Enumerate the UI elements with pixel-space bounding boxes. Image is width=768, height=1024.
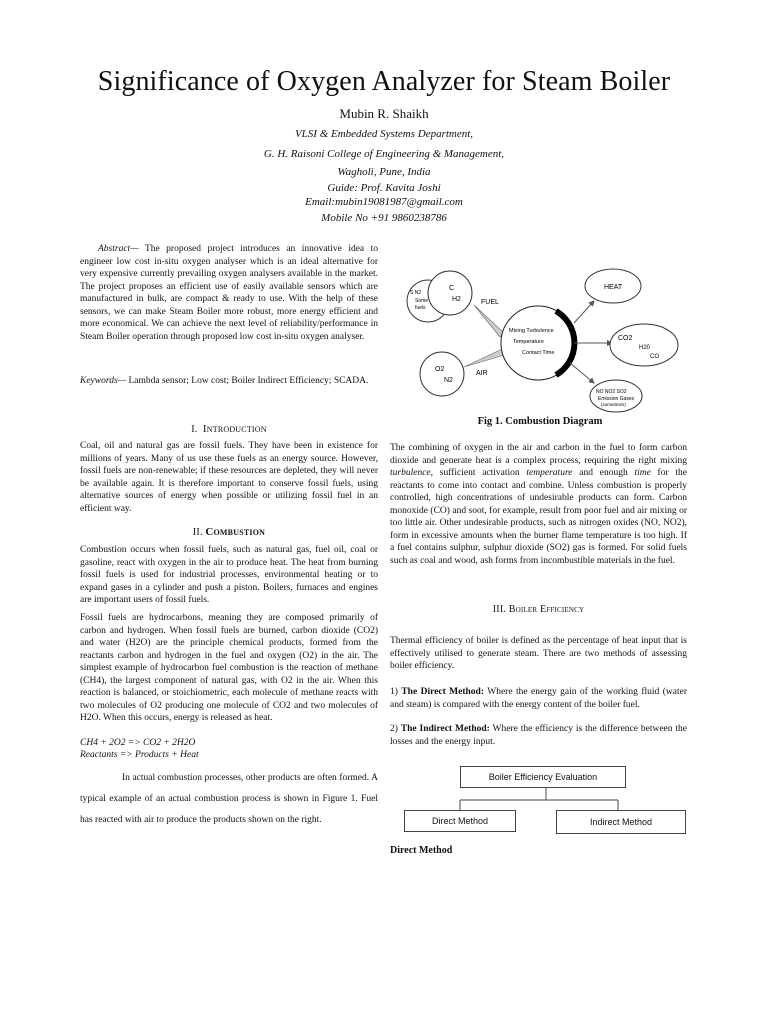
fuel-small-1: S N2 [410, 290, 422, 296]
direct-method-label: The Direct Method: [401, 687, 484, 697]
affiliation-college: G. H. Raisoni College of Engineering & Management, [263, 148, 505, 160]
efficiency-paragraph [390, 635, 687, 673]
efficiency-text: Thermal efficiency of boiler is defined as the percentage of heat input that is effectively utilised to generate steam. There are two methods of assessing boiler efficiency. [390, 636, 687, 671]
carbon-circle [428, 271, 472, 315]
mixing-label-1: Mixing Turbulence [509, 328, 554, 334]
combustion-paragraph-1 [80, 544, 378, 607]
section-heading-combustion [80, 526, 378, 540]
introduction-paragraph [80, 440, 378, 515]
keywords-text: Lambda sensor; Low cost; Boiler Indirect Efficiency; SCADA. [126, 376, 369, 386]
section-heading-introduction [80, 423, 378, 437]
section-number: I. [191, 424, 198, 435]
affiliation-email: Email:mubin19081987@gmail.com [305, 196, 463, 208]
section-number: III. [492, 604, 507, 615]
efficiency-top-box: Boiler Efficiency Evaluation [460, 766, 626, 788]
indirect-method-label: The Indirect Method: [400, 724, 490, 734]
fuel-small-2: Some [415, 298, 429, 304]
air-n2-label: N2 [444, 377, 453, 384]
direct-method-paragraph [390, 686, 687, 711]
air-label: AIR [476, 370, 488, 377]
text-span: for the reactants to come into contact and combine. Unless combustion is properly controlled, high concentrations of undesirable products can form. Carbon monoxide (CO) and soot, for example, result from poor fuel and air mixing or too little air. Other undesirable products, such as nitrogen oxides (NO, NO2), form in excessive amounts when the burner flame temperature is too high. If a fuel contains sulphur, sulphur dioxide (SO2) gas is formed. For solid fuels such as coal and wood, ash forms from incombustible materials in the fuel. [390, 468, 687, 566]
temperature-term: temperature [526, 468, 573, 478]
air-o2-label: O2 [435, 366, 445, 373]
figure-caption: Fig 1. Combustion Diagram [477, 416, 603, 427]
fuel-h2-label: H2 [452, 296, 461, 303]
author-name: Mubin R. Shaikh [339, 106, 429, 121]
abstract-text: The proposed project introduces an innovative idea to engineer low cost in-situ oxygen analyser which is an ideal alternative for very expensive currently prevailing oxygen analysers available in the market. The project proposes an efficient use of easily available sensors which are manufactured in bulk, are compact & ready to use. With the help of these sensors, we can make Steam Boiler more robust, more energy efficient and more economical. We can achieve the next level of reliability/performance in Steam Boiler operation through proposed low cost in-situ oxygen analyser. [80, 244, 378, 342]
paper-title: Significance of Oxygen Analyzer for Steam Boiler [97, 66, 671, 97]
combustion-paragraph-3 [80, 768, 378, 831]
affiliation-guide: Guide: Prof. Kavita Joshi [327, 182, 441, 194]
abstract-paragraph [80, 243, 378, 343]
section-title: Introduction [202, 423, 267, 435]
time-term: time [634, 468, 651, 478]
section-number: II. [192, 527, 203, 538]
keywords-paragraph [80, 375, 378, 388]
indirect-method-box: Indirect Method [556, 810, 686, 834]
combustion-text-1: Combustion occurs when fossil fuels, such as natural gas, fuel oil, coal or gasoline, react with oxygen in the air to produce heat. The heat from burning fossil fuels is used for industrial processes, environmental heating or to expand gases in a cylinder and push a piston. Boilers, furnaces and engines are important users of fossil fuels. [80, 545, 378, 605]
introduction-text: Coal, oil and natural gas are fossil fuels. They have been in existence for millions of years. Many of us use these fuels as an energy source. However, fossil fuels are non-renewable; if these resources are depleted, they will never be available again. It is therefore important to conserve fossil fuels, using alternative sources of energy when possible or utilizing fossil fuel in an efficient way. [80, 441, 378, 514]
indirect-method-paragraph [390, 723, 687, 748]
text-span: The combining of oxygen in the air and carbon in the fuel to form carbon dioxide and generate heat is a complex process, requiring the right mixing [390, 443, 687, 466]
indirect-method-text: Where the efficiency is the difference between the losses and the energy input. [390, 724, 687, 747]
product-co: CO [650, 354, 659, 360]
section-heading-boiler-efficiency [390, 604, 687, 617]
section-title: Boiler Efficiency [508, 604, 585, 615]
affiliation-mobile: Mobile No +91 9860238786 [321, 212, 447, 224]
air-circle [420, 352, 464, 396]
affiliation-department: VLSI & Embedded Systems Department, [294, 128, 474, 140]
fuel-label: FUEL [481, 299, 499, 306]
combustion-text-2: Fossil fuels are hydrocarbons, meaning they are composed primarily of carbon and hydrogen. When fossil fuels are burned, carbon dioxide (CO2) and water (H2O) are the principle chemical products, formed from the reactants carbon and hydrogen in the fuel and oxygen (O2) in the air. The simplest example of hydrocarbon fuel combustion is the reaction of methane (CH4), the largest component of natural gas, with O2 in the air. When this reaction is balanced, or stoichiometric, each molecule of methane reacts with two molecules of O2 producing one molecule of CO2 and two molecules of H2O. When this occurs, energy is released as heat. [80, 613, 378, 723]
mixing-label-2: Temperature [513, 339, 544, 345]
emission-3: (sometimes) [601, 402, 626, 407]
product-co2: CO2 [618, 335, 633, 342]
direct-method-box: Direct Method [404, 810, 516, 832]
equation-line-1: CH4 + 2O2 => CO2 + 2H2O [80, 738, 196, 748]
heat-label: HEAT [604, 284, 623, 291]
fuel-c-label: C [449, 285, 455, 292]
list-number: 1) [390, 687, 402, 697]
text-span: and enough [572, 468, 635, 478]
turbulence-term: turbulence [390, 468, 431, 478]
mixing-label-3: Contact Time [522, 350, 555, 356]
equation-line-2: Reactants => Products + Heat [80, 750, 199, 760]
emission-2: Emission Gases [598, 396, 635, 402]
direct-method-heading: Direct Method [390, 845, 453, 856]
fuel-small-3: fuels [415, 305, 426, 311]
affiliation-location: Wagholi, Pune, India [337, 166, 431, 178]
text-span: , sufficient activation [430, 468, 527, 478]
efficiency-diagram [404, 764, 688, 836]
combustion-process-paragraph [390, 442, 687, 567]
combustion-diagram [398, 263, 688, 413]
product-h2o: H20 [639, 345, 651, 351]
combustion-paragraph-2 [80, 612, 378, 725]
combustion-text-3: In actual combustion processes, other products are often formed. A typical example of an actual combustion process is shown in Figure 1. Fuel has reacted with air to produce the products shown on the right. [80, 773, 378, 825]
abstract-label: Abstract— [98, 244, 139, 254]
direct-method-text: Where the energy gain of the working fluid (water and steam) is compared with the energy content of the boiler fuel. [390, 687, 687, 710]
keywords-label: Keywords— [80, 376, 127, 386]
section-title: Combustion [205, 526, 266, 538]
emission-1: NO NO2 SO2 [596, 389, 627, 395]
list-number: 2) [390, 724, 401, 734]
